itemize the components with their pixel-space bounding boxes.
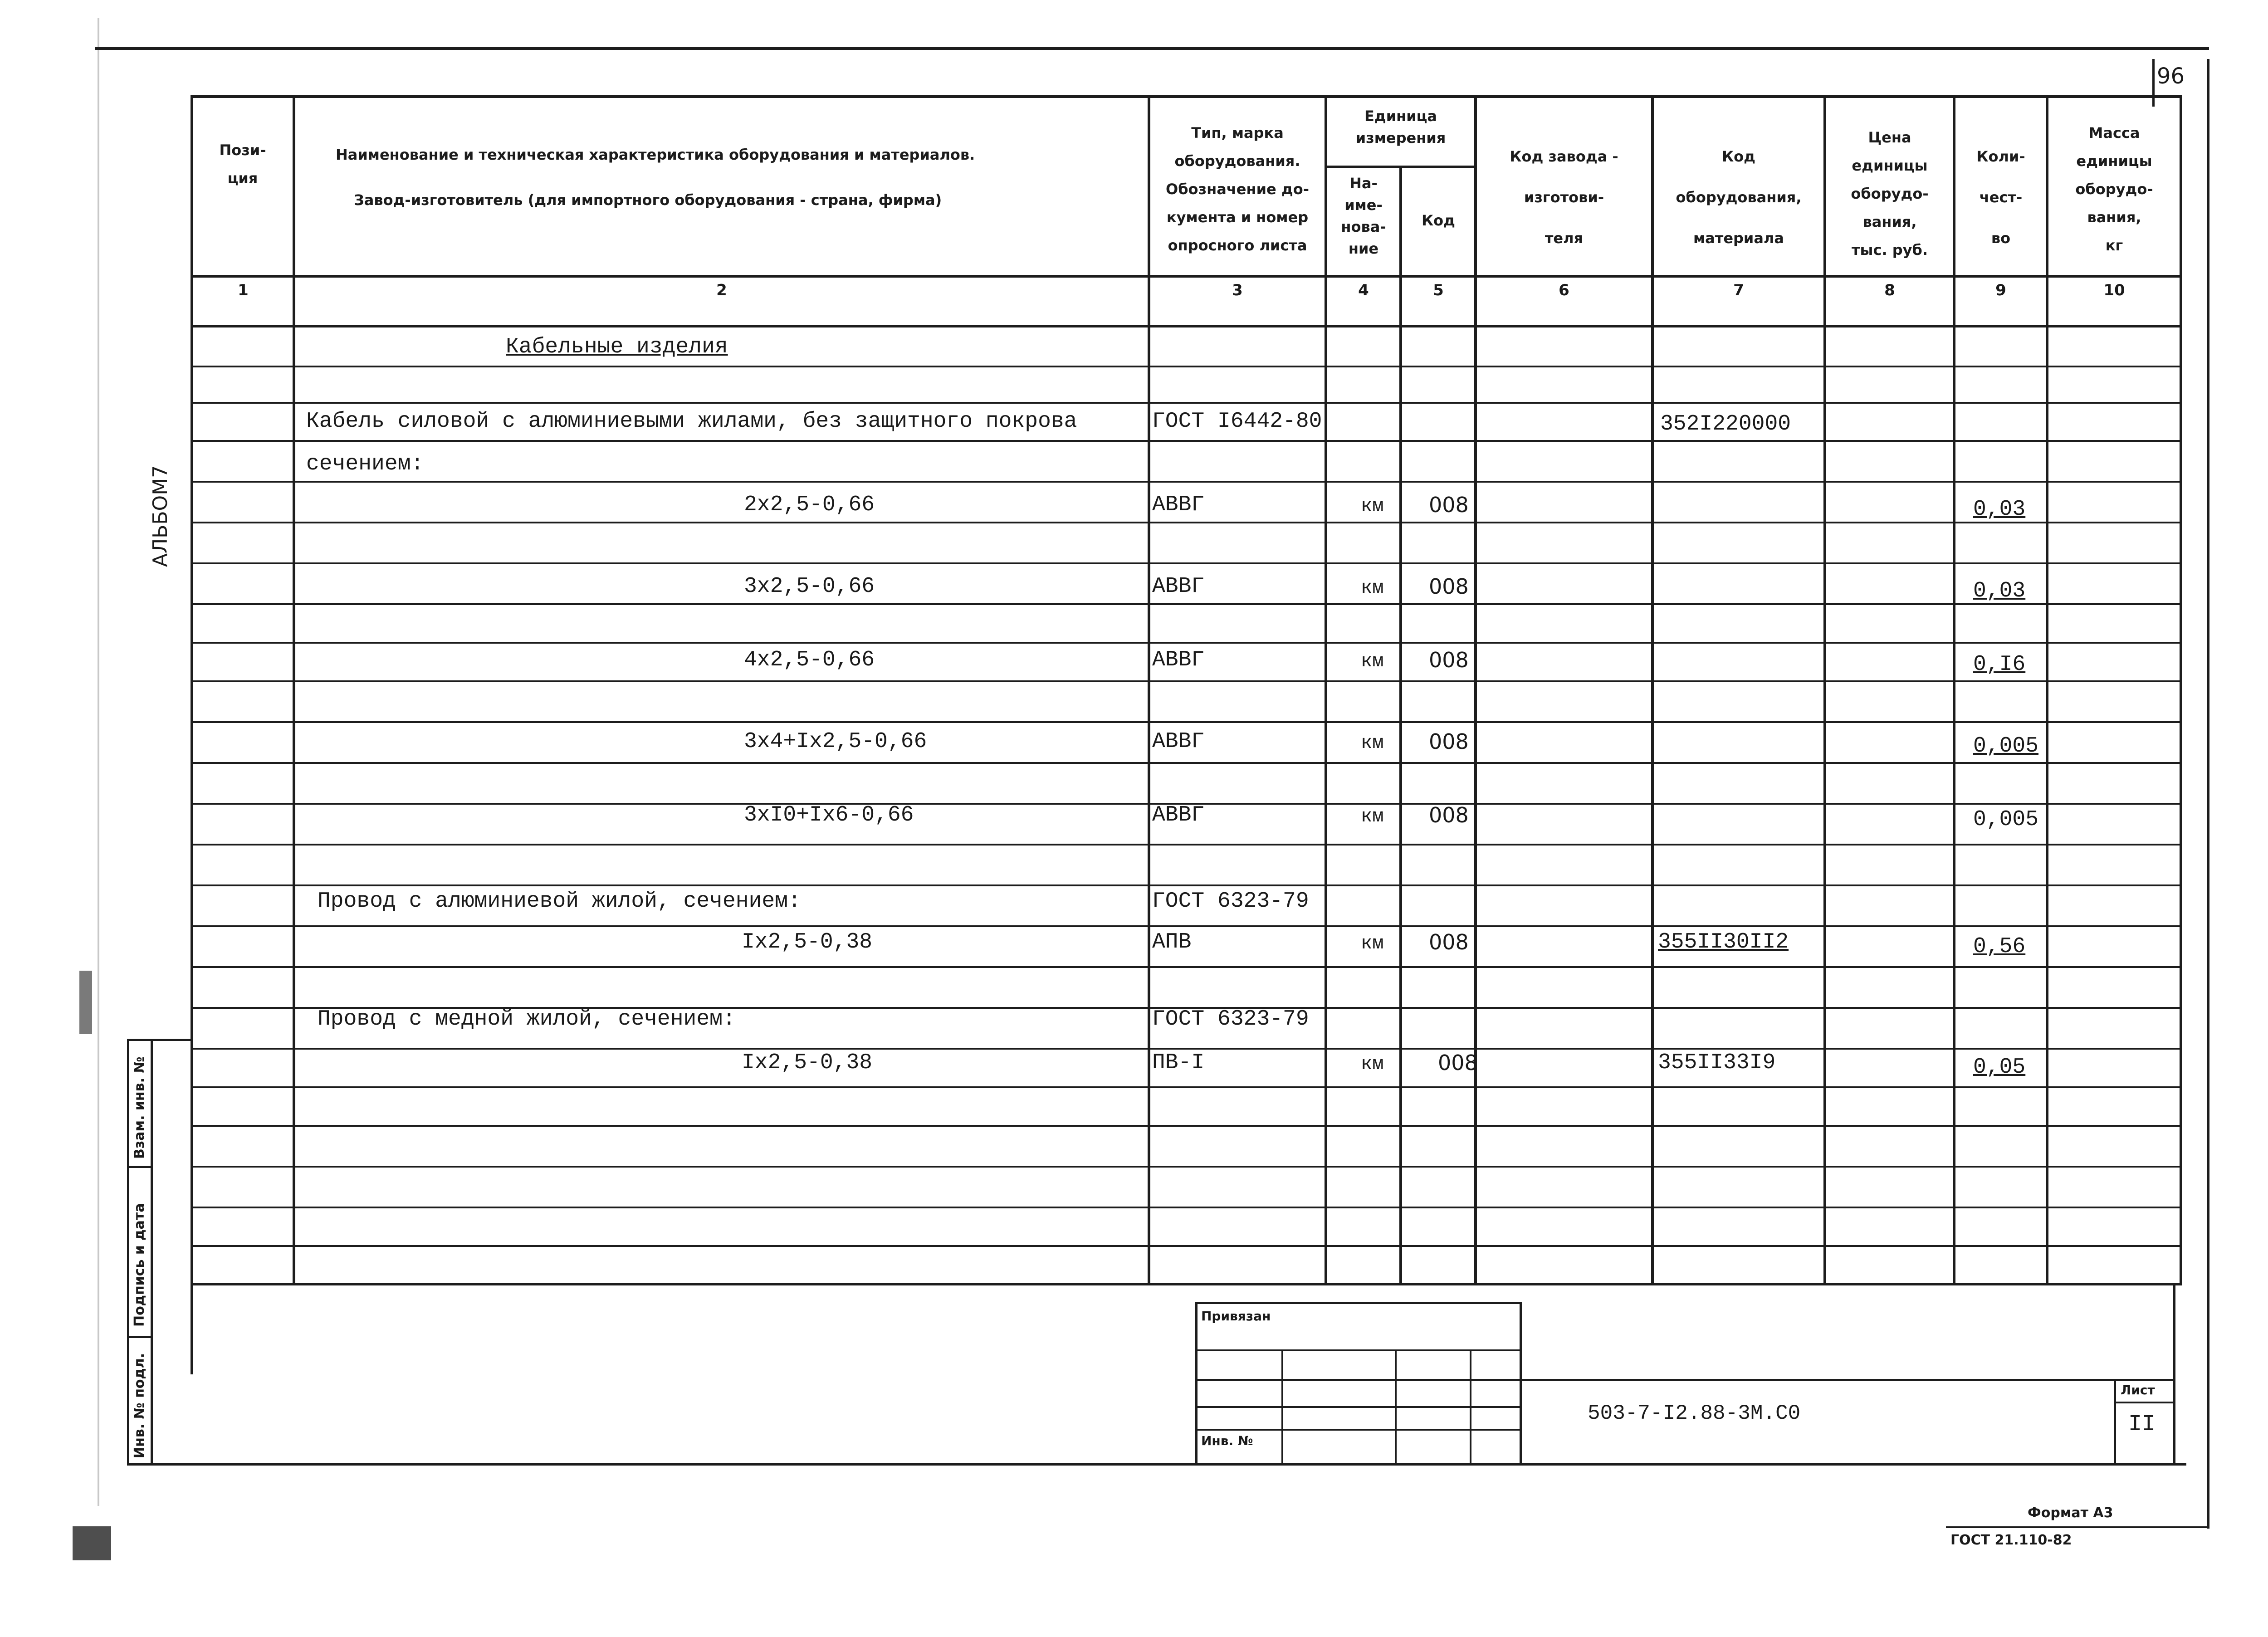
cable-item-unit: км bbox=[1361, 495, 1384, 517]
al-wire-name: Iх2,5-0,38 bbox=[742, 930, 873, 954]
col-div-6 bbox=[1651, 95, 1654, 1284]
header-unit: Единица измерения bbox=[1355, 108, 1446, 147]
outer-right-border bbox=[2207, 59, 2209, 1529]
cable-item-qty: 0,03 bbox=[1973, 497, 2026, 522]
numbers-bottom-line bbox=[191, 325, 2182, 327]
cable-item-type: АВВГ bbox=[1152, 574, 1205, 599]
cable-item-type: АВВГ bbox=[1152, 493, 1205, 517]
header-unit-name: На- име- нова- ние bbox=[1341, 175, 1386, 257]
footer-format: Формат А3 bbox=[2028, 1505, 2113, 1521]
cable-item-qty: 0,005 bbox=[1973, 734, 2039, 758]
column-number: 8 bbox=[1884, 281, 1895, 299]
column-number: 2 bbox=[716, 281, 727, 299]
header-price: Цена единицы оборудо- вания, тыс. руб. bbox=[1851, 129, 1929, 259]
row-line bbox=[191, 966, 2182, 968]
column-number: 6 bbox=[1559, 281, 1569, 299]
cu-wire-qty: 0,05 bbox=[1973, 1055, 2026, 1080]
al-wire-type: АПВ bbox=[1152, 930, 1192, 954]
title-block-right bbox=[2173, 1284, 2175, 1465]
cu-wire-type: ПВ-I bbox=[1152, 1051, 1205, 1075]
table-bottom-line bbox=[191, 1283, 2182, 1285]
al-wire-material-code: 355II30II2 bbox=[1658, 930, 1789, 954]
cable-item-unit: км bbox=[1361, 732, 1384, 754]
cable-item-code: 008 bbox=[1429, 648, 1469, 672]
cable-item-name: 4х2,5-0,66 bbox=[744, 648, 875, 672]
side-stamp-top bbox=[127, 1039, 191, 1041]
header-material-code: Код оборудования, материала bbox=[1676, 148, 1802, 247]
cable-description: Кабель силовой с алюминиевыми жилами, без защитного покрова bbox=[306, 409, 1077, 434]
column-number: 7 bbox=[1733, 281, 1744, 299]
al-wire-gost: ГОСТ 6323-79 bbox=[1152, 889, 1309, 914]
col-div-7 bbox=[1823, 95, 1826, 1284]
cable-item-name: 3х2,5-0,66 bbox=[744, 574, 875, 599]
row-line bbox=[191, 1207, 2182, 1208]
row-line bbox=[191, 481, 2182, 483]
page-number-box-left bbox=[2152, 59, 2155, 107]
row-line bbox=[191, 603, 2182, 605]
cable-item-unit: км bbox=[1361, 806, 1384, 827]
header-name-line1: Наименование и техническая характеристика оборудования и материалов. bbox=[336, 146, 975, 163]
cable-item-code: 008 bbox=[1429, 574, 1469, 599]
cable-item-qty: 0,005 bbox=[1973, 807, 2039, 832]
tb-box-line1 bbox=[1195, 1349, 1522, 1351]
al-wire-qty: 0,56 bbox=[1973, 934, 2026, 959]
cable-item-code: 008 bbox=[1429, 729, 1469, 754]
header-quantity: Коли- чест- во bbox=[1976, 148, 2025, 247]
column-number: 10 bbox=[2103, 281, 2125, 299]
cable-item-type: АВВГ bbox=[1152, 729, 1205, 754]
header-name-line2: Завод-изготовитель (для импортного оборудования - страна, фирма) bbox=[354, 191, 942, 209]
side-stamp-left bbox=[127, 1039, 129, 1465]
cu-wire-description: Провод с медной жилой, сечением: bbox=[318, 1007, 736, 1031]
row-line bbox=[191, 884, 2182, 886]
top-border bbox=[95, 47, 2209, 50]
tb-sheet-left bbox=[2114, 1379, 2116, 1465]
cable-item-name: 3х4+Iх2,5-0,66 bbox=[744, 729, 927, 754]
unit-subheader-line bbox=[1325, 166, 1476, 168]
cable-item-qty: 0,03 bbox=[1973, 579, 2026, 603]
cu-wire-gost: ГОСТ 6323-79 bbox=[1152, 1007, 1309, 1031]
tb-box-line4 bbox=[1195, 1429, 1522, 1431]
cu-wire-name: Iх2,5-0,38 bbox=[742, 1051, 873, 1075]
col-div-8 bbox=[1953, 95, 1955, 1284]
row-line bbox=[191, 440, 2182, 442]
cable-item-qty: 0,I6 bbox=[1973, 652, 2026, 677]
column-number: 3 bbox=[1232, 281, 1243, 299]
album-label: АЛЬБОМ7 bbox=[149, 465, 172, 567]
cable-item-name: 2х2,5-0,66 bbox=[744, 493, 875, 517]
row-line bbox=[191, 1048, 2182, 1050]
cable-item-type: АВВГ bbox=[1152, 803, 1205, 827]
tb-sheet-line bbox=[2114, 1402, 2175, 1403]
row-line bbox=[191, 721, 2182, 723]
column-number: 9 bbox=[1995, 281, 2006, 299]
tb-sheet-label: Лист bbox=[2121, 1383, 2155, 1398]
tb-box-line2 bbox=[1195, 1379, 1522, 1381]
footer-gost: ГОСТ 21.110-82 bbox=[1950, 1532, 2072, 1548]
cable-item-unit: км bbox=[1361, 650, 1384, 672]
al-wire-unit: км bbox=[1361, 933, 1384, 954]
side-stamp-bottom bbox=[127, 1463, 2186, 1466]
row-line bbox=[191, 925, 2182, 927]
row-line bbox=[191, 366, 2182, 367]
al-wire-description: Провод с алюминиевой жилой, сечением: bbox=[318, 889, 801, 914]
side-stamp-podpis: Подпись и дата bbox=[132, 1203, 147, 1327]
tb-box-right bbox=[1520, 1302, 1522, 1465]
al-wire-code: 008 bbox=[1429, 930, 1469, 954]
table-top-line bbox=[191, 95, 2182, 98]
header-type: Тип, марка оборудования. Обозначение до- кумента и номер опросного листа bbox=[1166, 124, 1309, 254]
row-line bbox=[191, 1086, 2182, 1088]
col-div-5 bbox=[1474, 95, 1477, 1284]
cable-material-code: 352I220000 bbox=[1660, 412, 1791, 436]
row-line bbox=[191, 522, 2182, 523]
row-line bbox=[191, 1166, 2182, 1168]
col-div-2 bbox=[1148, 95, 1150, 1284]
tb-box-v1 bbox=[1281, 1349, 1283, 1465]
tb-doc-code: 503-7-I2.88-3М.С0 bbox=[1588, 1402, 1801, 1425]
cable-item-code: 008 bbox=[1429, 493, 1469, 517]
cable-item-unit: км bbox=[1361, 577, 1384, 599]
table-right-line bbox=[2180, 95, 2182, 1284]
row-line bbox=[191, 1125, 2182, 1127]
col-div-9 bbox=[2046, 95, 2048, 1284]
scan-smudge bbox=[79, 971, 92, 1034]
tb-main-top bbox=[1520, 1379, 2175, 1381]
cu-wire-material-code: 355II33I9 bbox=[1658, 1051, 1776, 1075]
row-line bbox=[191, 1245, 2182, 1247]
row-line bbox=[191, 680, 2182, 682]
header-position: Пози- ция bbox=[219, 142, 266, 187]
row-line bbox=[191, 562, 2182, 564]
side-stamp-inv-podl: Инв. № подл. bbox=[132, 1353, 147, 1458]
tb-box-line3 bbox=[1195, 1406, 1522, 1408]
tb-privyazan: Привязан bbox=[1201, 1309, 1271, 1324]
column-number: 4 bbox=[1358, 281, 1369, 299]
scan-smudge bbox=[73, 1526, 111, 1560]
cu-wire-unit: км bbox=[1361, 1053, 1384, 1075]
footer-line bbox=[1946, 1526, 2209, 1528]
header-factory-code: Код завода - изготови- теля bbox=[1510, 148, 1618, 247]
col-div-4 bbox=[1399, 168, 1402, 1284]
tb-inv-no: Инв. № bbox=[1201, 1433, 1253, 1448]
page-number: 96 bbox=[2157, 64, 2185, 89]
side-stamp-div1 bbox=[127, 1166, 153, 1168]
cable-description-cont: сечением: bbox=[306, 452, 424, 476]
cable-item-name: 3хI0+Iх6-0,66 bbox=[744, 803, 914, 827]
row-line bbox=[191, 844, 2182, 845]
side-stamp-vzam: Взам. инв. № bbox=[132, 1056, 147, 1159]
scan-edge bbox=[98, 18, 99, 1506]
col-div-1 bbox=[293, 95, 295, 1284]
side-stamp-right bbox=[151, 1039, 153, 1465]
column-number: 1 bbox=[238, 281, 249, 299]
cu-wire-code: 008 bbox=[1438, 1051, 1478, 1075]
column-number: 5 bbox=[1433, 281, 1444, 299]
cable-gost: ГОСТ I6442-80 bbox=[1152, 409, 1322, 434]
row-line bbox=[191, 642, 2182, 644]
cable-item-code: 008 bbox=[1429, 803, 1469, 827]
tb-box-top bbox=[1195, 1302, 1522, 1304]
col-div-3 bbox=[1325, 95, 1327, 1284]
tb-box-left bbox=[1195, 1302, 1198, 1465]
tb-box-v2 bbox=[1395, 1349, 1397, 1465]
row-line bbox=[191, 762, 2182, 764]
cable-item-type: АВВГ bbox=[1152, 648, 1205, 672]
row-line bbox=[191, 402, 2182, 404]
tb-sheet-number: II bbox=[2128, 1412, 2156, 1437]
header-mass: Масса единицы оборудо- вания, кг bbox=[2075, 124, 2153, 254]
header-bottom-line bbox=[191, 275, 2182, 278]
section-title: Кабельные изделия bbox=[506, 335, 728, 359]
tb-box-v3 bbox=[1470, 1349, 1471, 1465]
side-stamp-div2 bbox=[127, 1336, 153, 1338]
header-unit-code: Код bbox=[1422, 212, 1455, 229]
